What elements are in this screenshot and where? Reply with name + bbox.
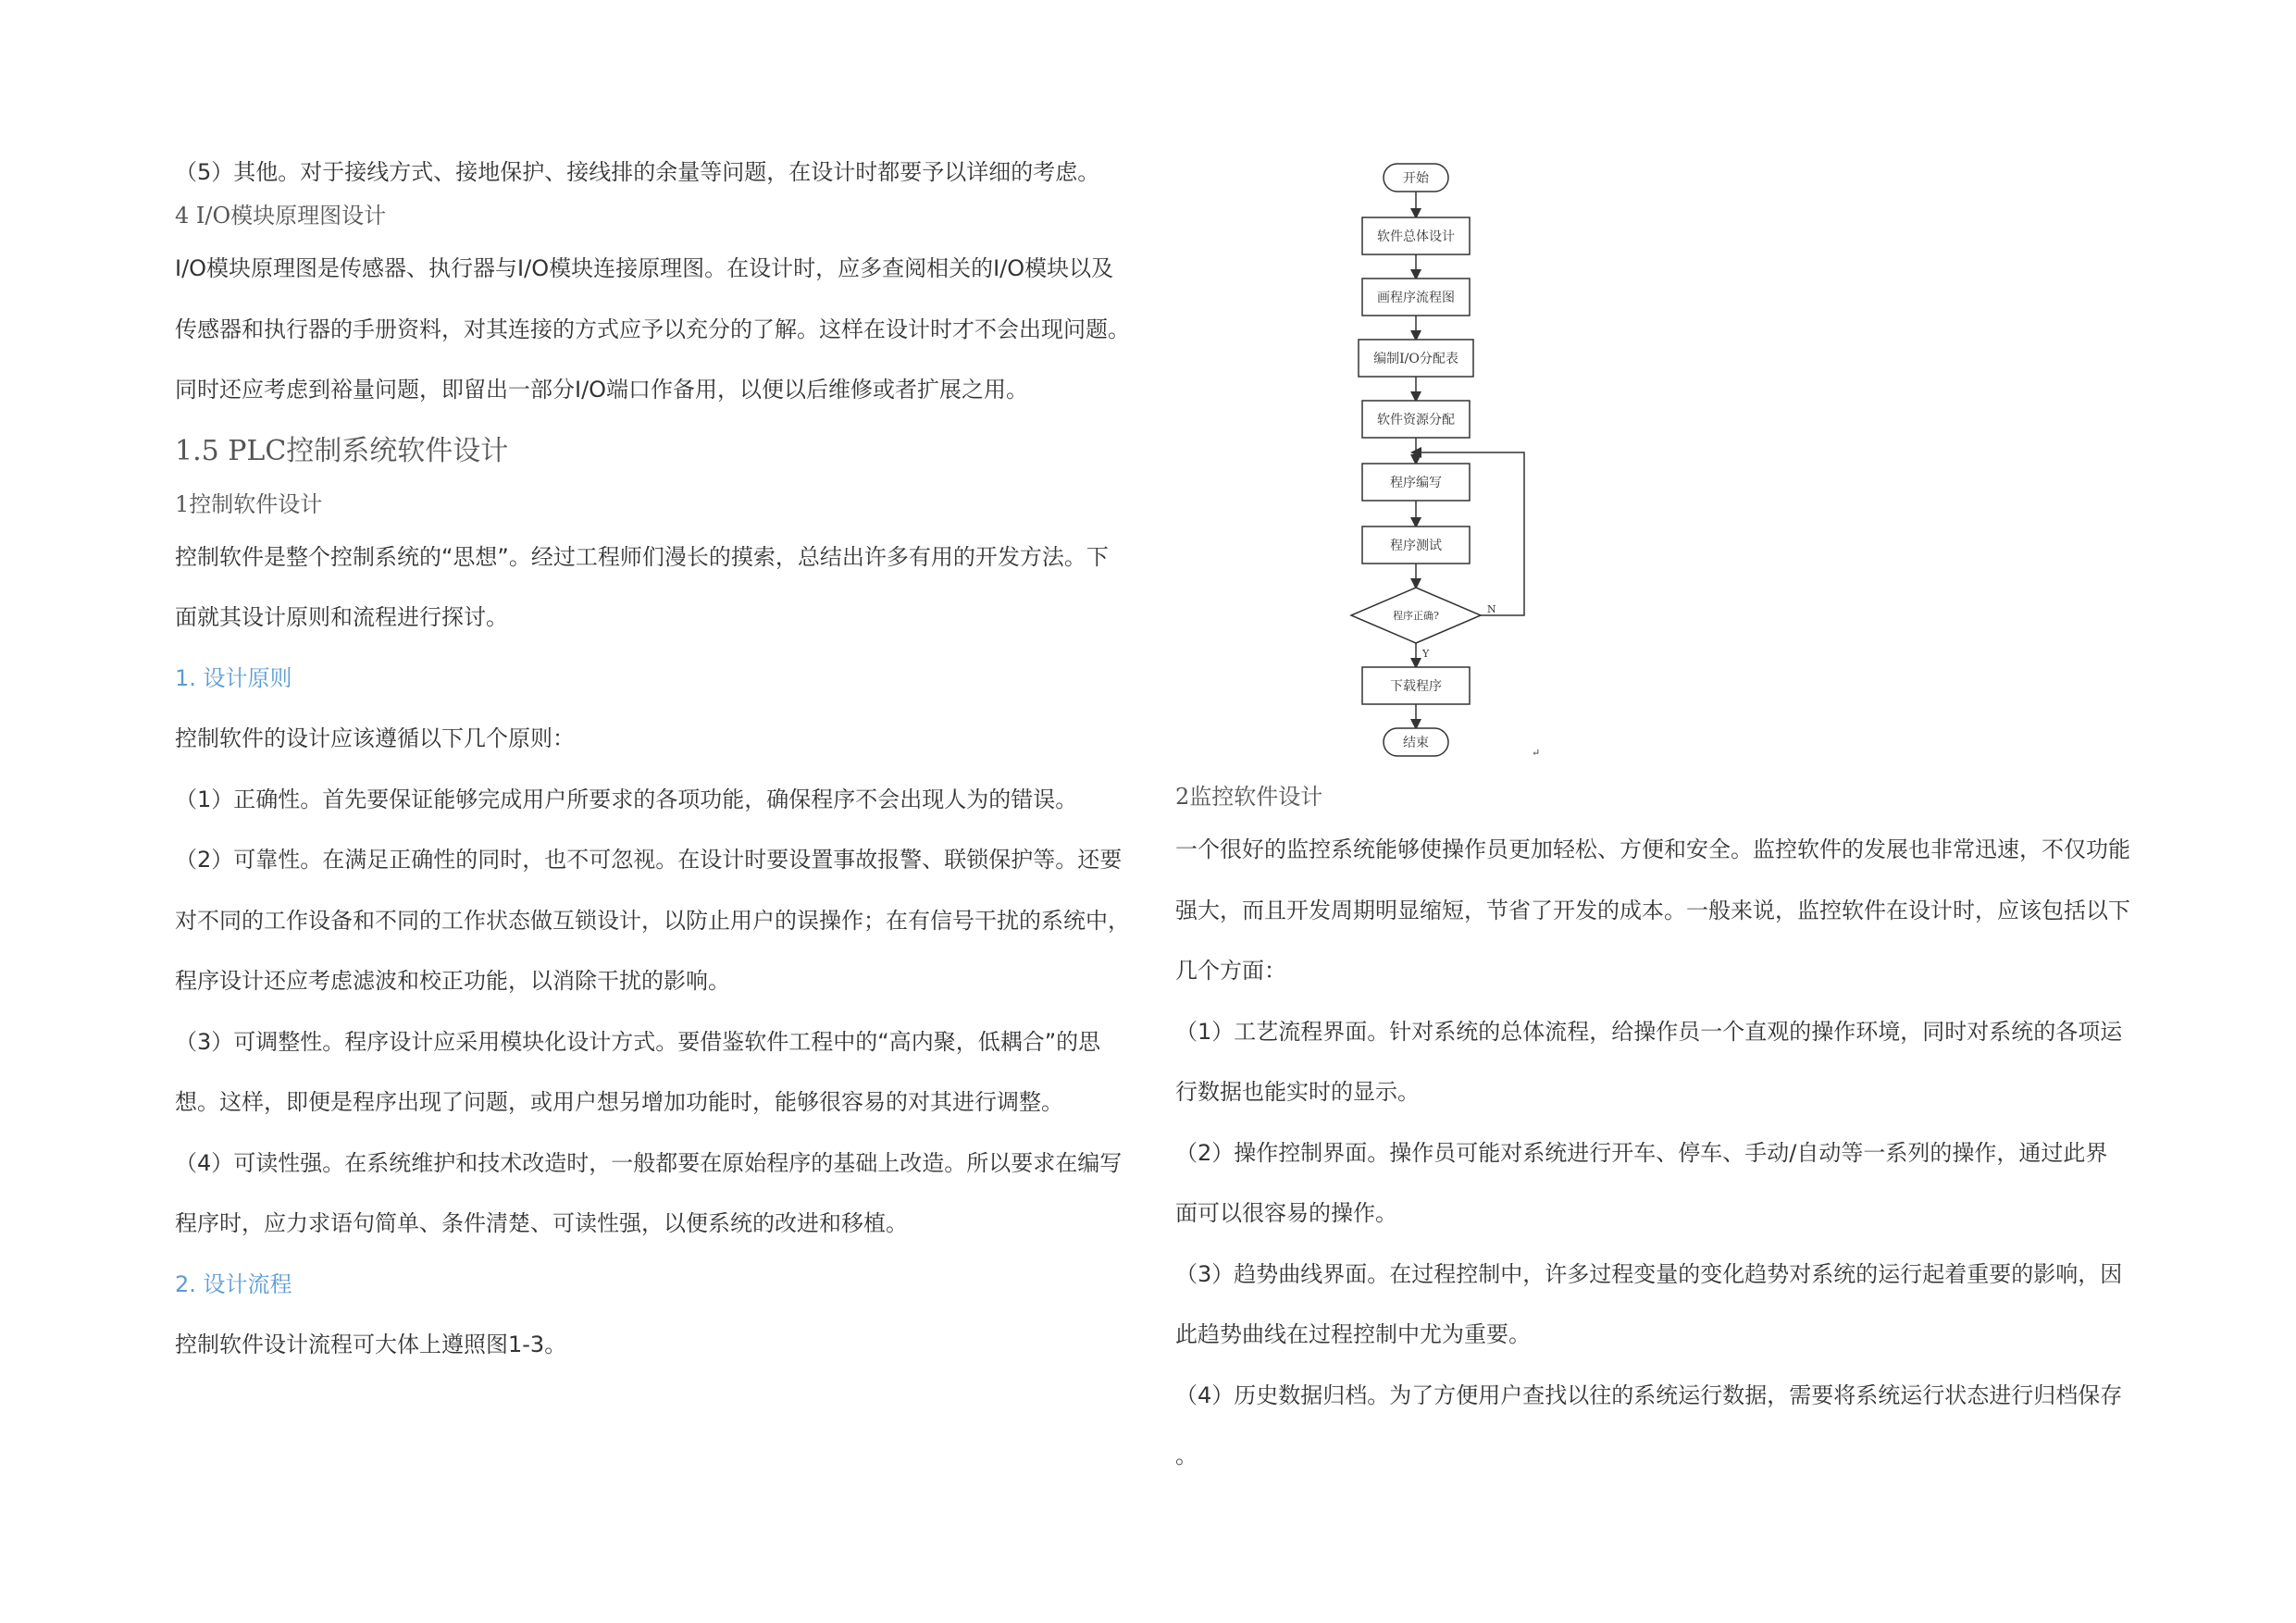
design-principle-heading: 1. 设计原则 (175, 664, 292, 691)
flow-step-1-label: 软件总体设计 (1377, 229, 1455, 244)
principle-2-line1: （2）可靠性。在满足正确性的同时，也不可忽视。在设计时要设置事故报警、联锁保护等。还要 (175, 847, 1123, 873)
flowchart-svg (1347, 153, 1550, 768)
principle-3-line1: （3）可调整性。程序设计应采用模块化设计方式。要借鉴软件工程中的“高内聚，低耦合”的思 (175, 1028, 1101, 1055)
principle-4-line2: 程序时，应力求语句简单、条件清楚、可读性强，以便系统的改进和移植。 (175, 1210, 908, 1236)
design-flow-heading: 2. 设计流程 (175, 1270, 292, 1297)
flow-step-6-label: 程序测试 (1390, 539, 1442, 553)
principle-2-line2: 对不同的工作设备和不同的工作状态做互锁设计，以防止用户的误操作；在有信号干扰的系统中， (175, 907, 1130, 934)
left-column (175, 153, 1137, 1376)
principle-3-line2: 想。这样，即便是程序出现了问题，或用户想另增加功能时，能够很容易的对其进行调整。 (175, 1089, 1063, 1115)
flow-decision-label: 程序正确? (1393, 610, 1439, 622)
flow-start-label: 开始 (1403, 171, 1429, 186)
monitor-item-1-line2: 行数据也能实时的显示。 (1175, 1079, 1420, 1105)
design-flow-text: 控制软件设计流程可大体上遵照图1-3。 (175, 1332, 567, 1357)
principle-intro: 控制软件的设计应该遵循以下几个原则： (175, 725, 575, 751)
monitor-item-4-line2: 。 (1175, 1443, 1198, 1468)
io-heading: 4 I/O模块原理图设计 (175, 203, 387, 229)
principle-1: （1）正确性。首先要保证能够完成用户所要求的各项功能，确保程序不会出现人为的错误。 (175, 786, 1078, 812)
control-paragraph-line2: 面就其设计原则和流程进行探讨。 (175, 604, 508, 630)
monitor-item-4-line1: （4）历史数据归档。为了方便用户查找以往的系统运行数据，需要将系统运行状态进行归档保存 (1175, 1381, 2123, 1408)
flow-step-2-label: 画程序流程图 (1377, 291, 1455, 305)
control-paragraph-line1: 控制软件是整个控制系统的“思想”。经过工程师们漫长的摸索，总结出许多有用的开发方法。下 (175, 543, 1109, 570)
control-software-heading: 1控制软件设计 (175, 490, 323, 517)
flow-no-label: N (1487, 603, 1496, 615)
return-mark-icon: ↵ (1532, 747, 1541, 759)
section-title: 1.5 PLC控制系统软件设计 (175, 434, 509, 467)
monitor-paragraph-line3: 几个方面： (1175, 958, 1286, 984)
monitor-item-2-line1: （2）操作控制界面。操作员可能对系统进行开车、停车、手动/自动等一系列的操作，通过此界 (1175, 1139, 2108, 1166)
io-paragraph-line3: 同时还应考虑到裕量问题，即留出一部分I/O端口作备用，以便以后维修或者扩展之用。 (175, 377, 1029, 403)
monitor-item-1-line1: （1）工艺流程界面。针对系统的总体流程，给操作员一个直观的操作环境，同时对系统的各项运 (1175, 1018, 2123, 1045)
right-column (1175, 774, 2138, 1487)
flow-yes-label: Y (1422, 648, 1430, 660)
software-design-flowchart (1347, 153, 1550, 768)
io-paragraph-line1: I/O模块原理图是传感器、执行器与I/O模块连接原理图。在设计时，应多查阅相关的I/O模块以及 (175, 255, 1114, 281)
principle-4-line1: （4）可读性强。在系统维护和技术改造时，一般都要在原始程序的基础上改造。所以要求在编写 (175, 1149, 1123, 1176)
flow-end-label: 结束 (1403, 736, 1429, 750)
monitor-item-2-line2: 面可以很容易的操作。 (1175, 1200, 1397, 1226)
item5-paragraph: （5）其他。对于接线方式、接地保护、接线排的余量等问题，在设计时都要予以详细的考虑。 (175, 159, 1100, 185)
monitor-software-heading: 2监控软件设计 (1175, 784, 1323, 810)
monitor-paragraph-line1: 一个很好的监控系统能够使操作员更加轻松、方便和安全。监控软件的发展也非常迅速，不仅功能 (1175, 836, 2130, 862)
monitor-item-3-line1: （3）趋势曲线界面。在过程控制中，许多过程变量的变化趋势对系统的运行起着重要的影响，因 (1175, 1260, 2123, 1287)
flow-step-3-label: 编制I/O分配表 (1373, 352, 1458, 366)
monitor-paragraph-line2: 强大，而且开发周期明显缩短，节省了开发的成本。一般来说，监控软件在设计时，应该包括以下 (1175, 897, 2130, 923)
flow-step-4-label: 软件资源分配 (1377, 413, 1455, 427)
flow-step-5-label: 程序编写 (1390, 476, 1442, 490)
principle-2-line3: 程序设计还应考虑滤波和校正功能，以消除干扰的影响。 (175, 968, 730, 994)
monitor-item-3-line2: 此趋势曲线在过程控制中尤为重要。 (1175, 1321, 1531, 1347)
io-paragraph-line2: 传感器和执行器的手册资料，对其连接的方式应予以充分的了解。这样在设计时才不会出现问题。 (175, 316, 1130, 342)
flow-step-7-label: 下载程序 (1390, 679, 1442, 694)
